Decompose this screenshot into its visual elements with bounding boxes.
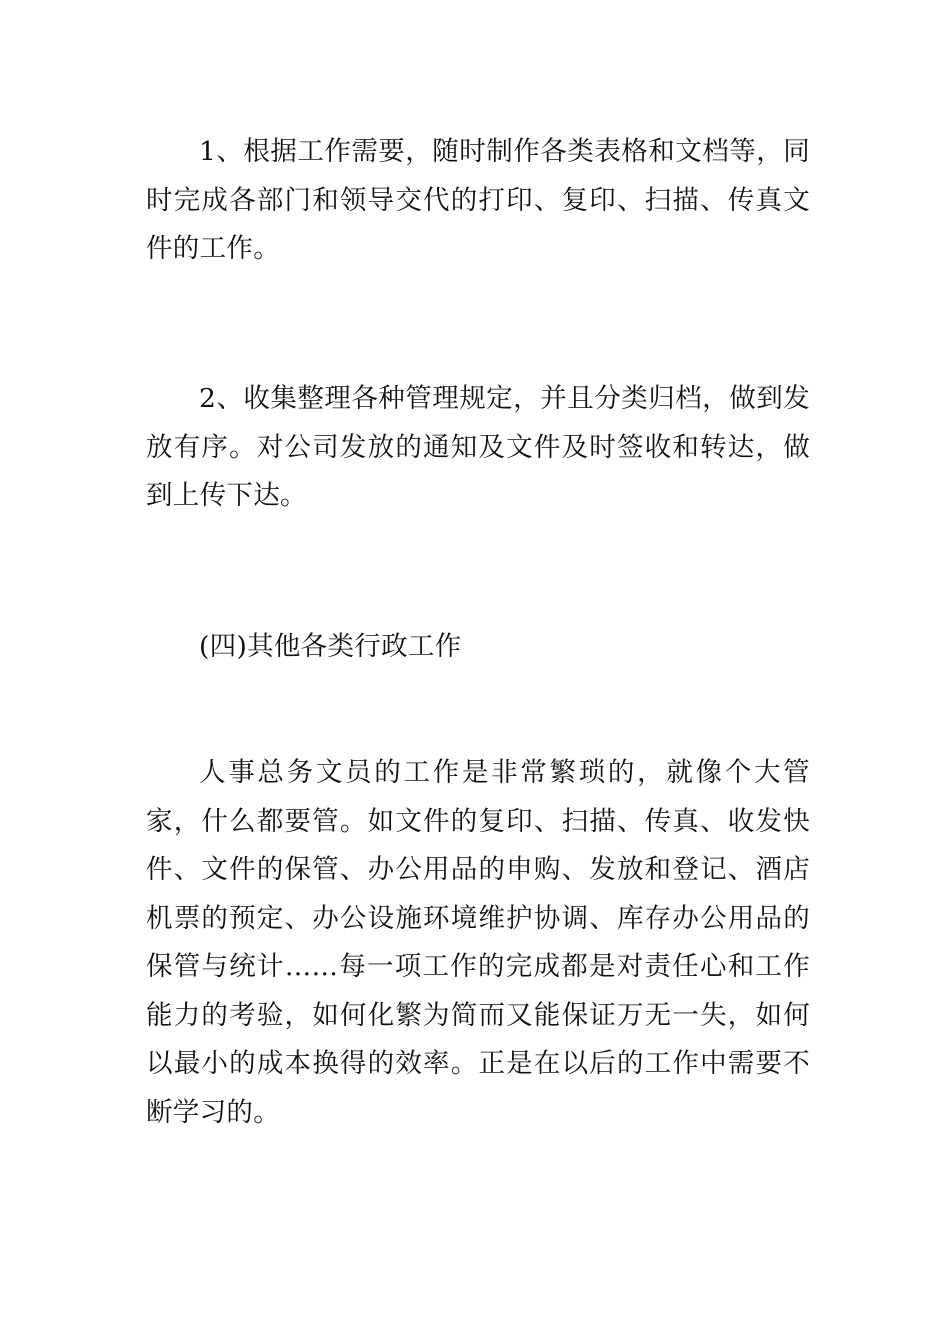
paragraph-item-1: 1、根据工作需要，随时制作各类表格和文档等，同时完成各部门和领导交代的打印、复印、扫描、传真文件的工作。	[146, 136, 810, 264]
paragraph-item-2: 2、收集整理各种管理规定，并且分类归档，做到发放有序。对公司发放的通知及文件及时签收和转达，做到上传下达。	[146, 383, 810, 511]
section-heading: (四)其他各类行政工作	[199, 631, 462, 662]
paragraph-body: 人事总务文员的工作是非常繁琐的，就像个大管家，什么都要管。如文件的复印、扫描、传真、收发快件、文件的保管、办公用品的申购、发放和登记、酒店机票的预定、办公设施环境维护协调、库存办公用品的保管与统计……每一项工作的完成都是对责任心和工作能力的考验，如何化繁为简而又能保证万无一失，如何以最小的成本换得的效率。正是在以后的工作中需要不断学习的。	[146, 757, 810, 1128]
